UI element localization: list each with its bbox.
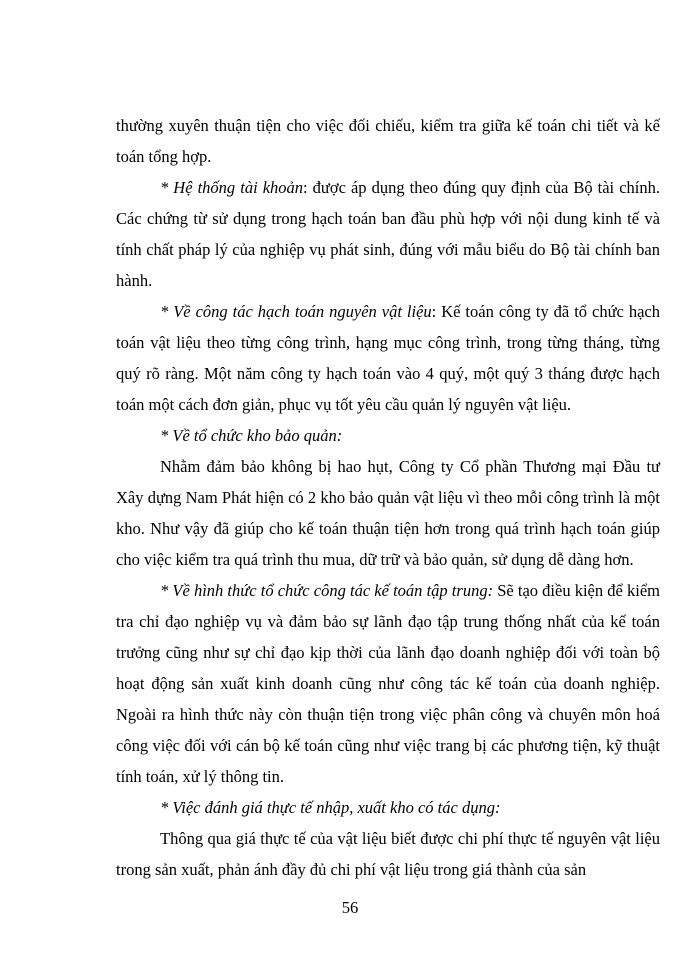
paragraph-text: Nhằm đảm bảo không bị hao hụt, Công ty Cổ phần Thương mại Đầu tư Xây dựng Nam Phát hiện có 2 kho bảo quản vật liệu vì theo mỗi công trình là một kho. Như vậy đã giúp cho kế toán thuận tiện hơn trong quá trình hạch toán giúp cho việc kiểm tra quá trình thu mua, dữ trữ và bảo quản, sử dụng dễ dàng hơn. — [116, 457, 660, 569]
paragraph-warehouse-heading — [116, 420, 660, 451]
paragraph-heading: * Về công tác hạch toán nguyên vật liệu — [160, 302, 432, 321]
paragraph-account-system — [116, 172, 660, 296]
paragraph-continuation — [116, 110, 660, 172]
paragraph-text: : Kế toán công ty đã tổ chức hạch toán vật liệu theo từng công trình, hạng mục công trình, trong từng tháng, từng quý rõ ràng. Một năm công ty hạch toán vào 4 quý, một quý 3 tháng được hạch toán một cách đơn giản, phục vụ tốt yêu cầu quản lý nguyên vật liệu. — [116, 302, 660, 414]
paragraph-centralized-accounting — [116, 575, 660, 792]
paragraph-text: Thông qua giá thực tế của vật liệu biết được chi phí thực tế nguyên vật liệu trong sản xuất, phản ánh đầy đủ chi phí vật liệu trong giá thành của sản — [116, 829, 660, 879]
paragraph-heading: * Về hình thức tổ chức công tác kế toán tập trung: — [160, 581, 494, 600]
document-body — [116, 110, 660, 885]
paragraph-warehouse — [116, 451, 660, 575]
paragraph-material-accounting — [116, 296, 660, 420]
paragraph-text: : được áp dụng theo đúng quy định của Bộ tài chính. Các chứng từ sử dụng trong hạch toán ban đầu phù hợp với nội dung kinh tế và tính chất pháp lý của nghiệp vụ phát sinh, đúng với mẫu biểu do Bộ tài chính ban hành. — [116, 178, 660, 290]
paragraph-heading: * Về tổ chức kho bảo quản: — [160, 426, 343, 445]
paragraph-heading: * Việc đánh giá thực tế nhập, xuất kho có tác dụng: — [160, 798, 501, 817]
paragraph-text: thường xuyên thuận tiện cho việc đối chiếu, kiểm tra giữa kế toán chi tiết và kế toán tổng hợp. — [116, 116, 660, 166]
paragraph-valuation-heading — [116, 792, 660, 823]
paragraph-heading: * Hệ thống tài khoản — [160, 178, 304, 197]
paragraph-text: Sẽ tạo điều kiện để kiểm tra chỉ đạo nghiệp vụ và đảm bảo sự lãnh đạo tập trung thống nhất của kế toán trưởng cũng như sự chỉ đạo kịp thời của lãnh đạo doanh nghiệp đối với toàn bộ hoạt động sản xuất kinh doanh cũng như công tác kế toán của doanh nghiệp. Ngoài ra hình thức này còn thuận tiện trong việc phân công và chuyên môn hoá công việc đối với cán bộ kế toán cũng như việc trang bị các phương tiện, kỹ thuật tính toán, xử lý thông tin. — [116, 581, 660, 786]
paragraph-valuation — [116, 823, 660, 885]
page-number: 56 — [341, 898, 359, 917]
